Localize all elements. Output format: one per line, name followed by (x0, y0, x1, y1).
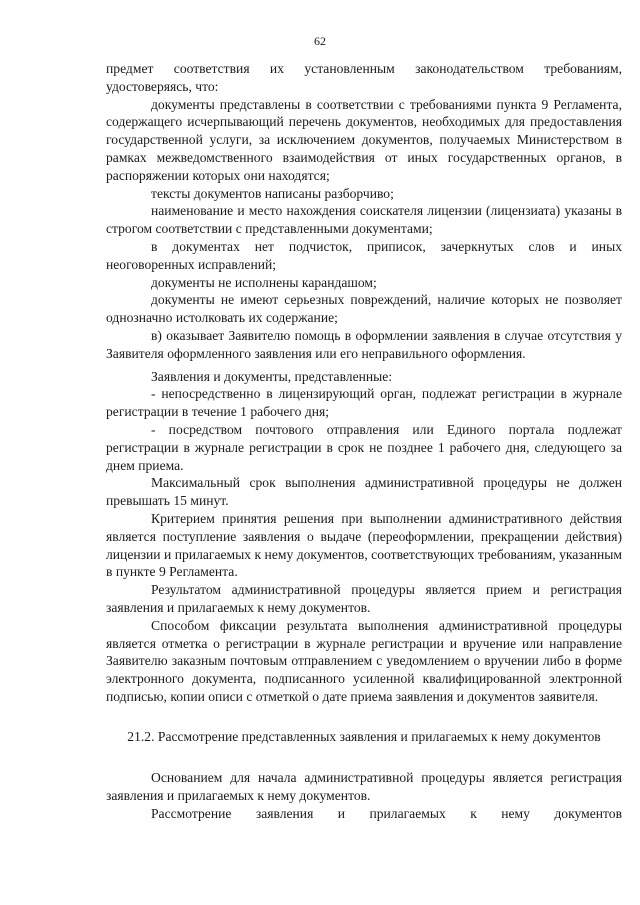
paragraph: тексты документов написаны разборчиво; (151, 185, 394, 201)
paragraph: - непосредственно в лицензирующий орган, подлежат регистрации в журнале регистрации в течение 1 рабочего дня; (106, 386, 622, 420)
page-number: 62 (314, 34, 326, 48)
section-heading: 21.2. Рассмотрение представленных заявления и прилагаемых к нему документов (127, 728, 601, 744)
paragraph: документы не исполнены карандашом; (151, 274, 377, 290)
paragraph: Основанием для начала административной процедуры является регистрация заявления и прилагаемых к нему документов. (106, 770, 622, 804)
document-body (106, 60, 622, 823)
paragraph: документы не имеют серьезных повреждений, наличие которых не позволяет однозначно истолковать их содержание; (106, 292, 622, 326)
paragraph: документы представлены в соответствии с требованиями пункта 9 Регламента, содержащего исчерпывающий перечень документов, необходимых для предоставления государственной услуги, за исключением документов, получаемых Министерством в рамках межведомственного взаимодействия от иных государственных органов, в распоряжении которых они находятся; (106, 96, 622, 183)
paragraph: предмет соответствия их установленным законодательством требованиям, удостоверяясь, что: (106, 61, 622, 94)
paragraph: наименование и место нахождения соискателя лицензии (лицензиата) указаны в строгом соответствии с представленными документами; (106, 203, 622, 237)
paragraph: Способом фиксации результата выполнения административной процедуры является отметка о регистрации в журнале регистрации и вручение или направление Заявителю заказным почтовым отправлением с уведомлением о вручении либо в форме электронного документа, подписанного усиленной квалифицированной электронной подписью, копии описи с отметкой о дате приема заявления и документов заявителя. (106, 617, 622, 704)
paragraph: Рассмотрение заявления и прилагаемых к нему документов (151, 806, 622, 822)
paragraph: Заявления и документы, представленные: (151, 368, 393, 384)
paragraph: - посредством почтового отправления или Единого портала подлежат регистрации в журнале регистрации в срок не позднее 1 рабочего дня, следующего за днем приема. (106, 421, 622, 473)
paragraph: Критерием принятия решения при выполнении административного действия является поступление заявления о выдаче (переоформлении, прекращении действия) лицензии и прилагаемых к нему документов, соответствующих требованиям, указанным в пункте 9 Регламента. (106, 510, 622, 580)
paragraph: в документах нет подчисток, приписок, зачеркнутых слов и иных неоговоренных исправлений; (106, 238, 622, 272)
paragraph: Результатом административной процедуры является прием и регистрация заявления и прилагаемых к нему документов. (106, 582, 622, 615)
paragraph: в) оказывает Заявителю помощь в оформлении заявления в случае отсутствия у Заявителя оформленного заявления или его неправильного оформления. (106, 327, 622, 361)
paragraph: Максимальный срок выполнения административной процедуры не должен превышать 15 минут. (106, 475, 622, 509)
